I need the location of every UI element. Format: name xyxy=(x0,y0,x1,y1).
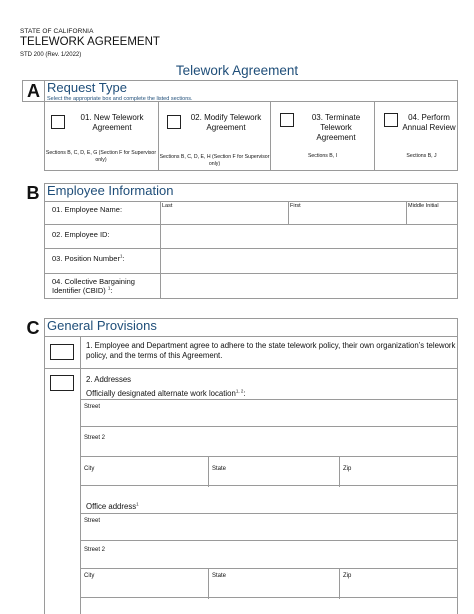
option-annual-review xyxy=(374,101,458,171)
row-divider xyxy=(80,337,81,368)
cbid-row xyxy=(44,273,458,299)
row-divider xyxy=(160,249,161,273)
section-a-subtitle: Select the appropriate box and complete the listed sections. xyxy=(47,96,193,102)
modify-agreement-checkbox[interactable] xyxy=(167,115,181,129)
form-title: TELEWORK AGREEMENT xyxy=(20,36,160,48)
general-provision-item-1 xyxy=(44,336,458,368)
section-c-title: General Provisions xyxy=(47,318,157,333)
position-number-row xyxy=(44,248,458,273)
last-name-field[interactable]: Last xyxy=(162,203,173,209)
row-divider xyxy=(160,202,161,224)
provision-1-text: 1. Employee and Department agree to adhere to the state telework policy, their own organization’s telework policy, and the terms of this Agreement. xyxy=(86,341,456,360)
street-label: Street xyxy=(84,404,101,410)
section-b-letter: B xyxy=(22,183,44,201)
annual-review-checkbox[interactable] xyxy=(384,113,398,127)
document-title: Telework Agreement xyxy=(175,63,299,78)
option-note: Sections B, C, D, E, G (Section F for Supervisor only) xyxy=(45,150,157,163)
option-label: 04. Perform Annual Review xyxy=(402,113,456,132)
employee-name-label: 01. Employee Name: xyxy=(52,205,123,214)
provision-2-title: 2. Addresses xyxy=(86,375,132,384)
alt-street-field[interactable] xyxy=(80,399,458,426)
option-label: 02. Modify Telework Agreement xyxy=(190,113,262,132)
employee-id-row xyxy=(44,224,458,248)
option-label: 03. Terminate Telework Agreement xyxy=(311,113,361,142)
provision-1-checkbox[interactable] xyxy=(50,344,74,360)
city-field[interactable]: City xyxy=(84,573,95,579)
option-label: 01. New Telework Agreement xyxy=(80,113,144,132)
section-b-title: Employee Information xyxy=(47,183,174,198)
zip-field[interactable]: Zip xyxy=(343,466,352,472)
row-divider xyxy=(288,202,289,224)
option-note: Sections B, J xyxy=(406,153,437,159)
alt-location-label: Officially designated alternate work location$^{1, 2}$: xyxy=(86,388,246,398)
office-address-label: Office address$^1$ xyxy=(86,501,139,511)
option-terminate-agreement xyxy=(270,101,374,171)
new-agreement-checkbox[interactable] xyxy=(51,115,65,129)
position-number-label: 03. Position Number$^1$: xyxy=(52,253,125,263)
option-note: Sections B, I xyxy=(307,153,338,159)
row-divider xyxy=(208,457,209,487)
state-field[interactable]: State xyxy=(212,573,227,579)
row-divider xyxy=(406,202,407,224)
cbid-label: 04. Collective Bargaining Identifier (CBID) $^1$: xyxy=(52,277,135,295)
row-divider xyxy=(339,569,340,599)
employee-name-row xyxy=(44,201,458,224)
row-divider xyxy=(339,457,340,487)
office-street-field[interactable] xyxy=(80,513,458,540)
row-divider xyxy=(160,274,161,299)
row-divider xyxy=(208,569,209,599)
form-number: STD 200 (Rev. 1/2022) xyxy=(20,52,82,58)
row-divider xyxy=(160,225,161,248)
terminate-agreement-checkbox[interactable] xyxy=(280,113,294,127)
street2-label: Street 2 xyxy=(84,547,106,553)
city-field[interactable]: City xyxy=(84,466,95,472)
street2-label: Street 2 xyxy=(84,435,106,441)
state-label: STATE OF CALIFORNIA xyxy=(20,28,94,35)
section-c-letter: C xyxy=(22,318,44,340)
section-a-title: Request Type xyxy=(47,80,127,95)
street-label: Street xyxy=(84,518,101,524)
state-field[interactable]: State xyxy=(212,466,227,472)
alt-city-state-zip-row xyxy=(80,456,458,486)
office-city-state-zip-row xyxy=(80,568,458,598)
middle-initial-field[interactable]: Middle Initial xyxy=(408,203,439,209)
employee-id-label: 02. Employee ID: xyxy=(52,230,110,239)
option-new-agreement xyxy=(44,101,158,171)
provision-2-checkbox[interactable] xyxy=(50,375,74,391)
office-street2-field[interactable] xyxy=(80,540,458,568)
first-name-field[interactable]: First xyxy=(290,203,301,209)
option-modify-agreement xyxy=(158,101,270,171)
option-note: Sections B, C, D, E, H (Section F for Supervisor only) xyxy=(159,154,270,167)
zip-field[interactable]: Zip xyxy=(343,573,352,579)
alt-street2-field[interactable] xyxy=(80,426,458,456)
section-a-letter: A xyxy=(22,80,44,102)
